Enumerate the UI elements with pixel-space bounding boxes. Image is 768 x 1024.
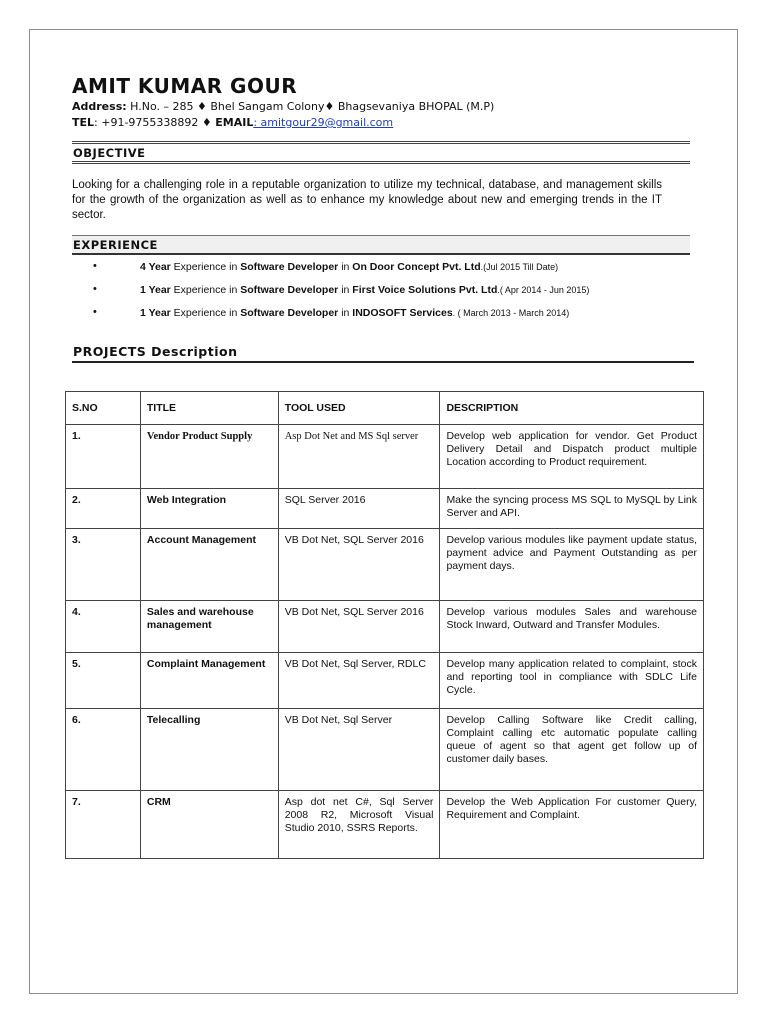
description-cell: Make the syncing process MS SQL to MySQL by Link Server and API. <box>440 489 704 529</box>
exp-years: 1 Year <box>140 307 171 319</box>
tool-cell: VB Dot Net, Sql Server <box>278 709 440 791</box>
exp-company: On Door Concept Pvt. Ltd <box>352 261 481 273</box>
candidate-name: AMIT KUMAR GOUR <box>72 74 298 98</box>
list-item <box>90 283 690 306</box>
exp-role: Software Developer <box>240 261 339 273</box>
table-row <box>66 653 704 709</box>
tool-cell: SQL Server 2016 <box>278 489 440 529</box>
exp-text: Experience in <box>170 307 241 319</box>
tool-cell: VB Dot Net, SQL Server 2016 <box>278 601 440 653</box>
table-row <box>66 529 704 601</box>
table-row <box>66 709 704 791</box>
address-value: H.No. – 285 ♦ Bhel Sangam Colony♦ Bhagsevaniya BHOPAL (M.P) <box>126 100 495 113</box>
exp-text: in <box>338 261 353 273</box>
title-cell: CRM <box>140 791 278 859</box>
bullet: • <box>93 260 97 272</box>
email-link[interactable]: : amitgour29@gmail.com <box>253 116 394 129</box>
description-cell: Develop Calling Software like Credit calling, Complaint calling etc automatic populate calling queue of agent so that agent get follow up of customer daily bases. <box>440 709 704 791</box>
exp-text: Experience in <box>170 261 241 273</box>
contact-line <box>72 116 393 129</box>
description-cell: Develop many application related to complaint, stock and reporting tool in compliance with SDLC Life Cycle. <box>440 653 704 709</box>
exp-company: First Voice Solutions Pvt. Ltd <box>352 284 498 296</box>
objective-text: Looking for a challenging role in a reputable organization to utilize my technical, database, and management skills for the growth of the organization as well as to enhance my knowledge about new and emerging trends in the IT sector. <box>72 179 662 221</box>
projects-table <box>65 391 704 859</box>
sno-cell: 4. <box>66 601 141 653</box>
list-item <box>90 306 690 329</box>
sno-cell: 3. <box>66 529 141 601</box>
title-cell: Telecalling <box>140 709 278 791</box>
exp-period: .(Jul 2015 Till Date) <box>480 262 559 272</box>
description-cell: Develop various modules Sales and warehouse Stock Inward, Outward and Transfer Modules. <box>440 601 704 653</box>
sno-cell: 1. <box>66 425 141 489</box>
title-cell: Account Management <box>140 529 278 601</box>
sno-cell: 6. <box>66 709 141 791</box>
tool-cell: Asp Dot Net and MS Sql server <box>278 425 440 489</box>
description-cell: Develop the Web Application For customer Query, Requirement and Complaint. <box>440 791 704 859</box>
table-row <box>66 425 704 489</box>
exp-text: in <box>338 284 353 296</box>
tel-label: TEL <box>72 116 95 129</box>
title-cell: Complaint Management <box>140 653 278 709</box>
tel-value: : +91-9755338892 ♦ <box>94 116 216 129</box>
column-header: TOOL USED <box>278 392 440 425</box>
exp-role: Software Developer <box>240 284 339 296</box>
table-row <box>66 791 704 859</box>
objective-heading: OBJECTIVE <box>72 141 690 164</box>
tool-cell: VB Dot Net, SQL Server 2016 <box>278 529 440 601</box>
sno-cell: 2. <box>66 489 141 529</box>
tool-cell: VB Dot Net, Sql Server, RDLC <box>278 653 440 709</box>
table-header-row <box>66 392 704 425</box>
exp-text: in <box>338 307 353 319</box>
sno-cell: 7. <box>66 791 141 859</box>
email-label: EMAIL <box>215 116 254 129</box>
exp-period: .( Apr 2014 - Jun 2015) <box>497 285 590 295</box>
bullet: • <box>93 283 97 295</box>
address-label: Address: <box>72 100 127 113</box>
list-item <box>90 260 690 283</box>
sno-cell: 5. <box>66 653 141 709</box>
description-cell: Develop web application for vendor. Get Product Delivery Detail and Dispatch product multiple Location according to Product requirement. <box>440 425 704 489</box>
experience-list <box>90 260 690 329</box>
experience-heading: EXPERIENCE <box>72 235 690 255</box>
column-header: S.NO <box>66 392 141 425</box>
exp-years: 4 Year <box>140 261 171 273</box>
title-cell: Web Integration <box>140 489 278 529</box>
title-cell: Sales and warehouse management <box>140 601 278 653</box>
exp-text: Experience in <box>170 284 241 296</box>
bullet: • <box>93 306 97 318</box>
title-cell: Vendor Product Supply <box>140 425 278 489</box>
exp-company: INDOSOFT Services <box>352 307 453 319</box>
table-row <box>66 601 704 653</box>
exp-role: Software Developer <box>240 307 339 319</box>
tool-cell: Asp dot net C#, Sql Server 2008 R2, Microsoft Visual Studio 2010, SSRS Reports. <box>278 791 440 859</box>
table-row <box>66 489 704 529</box>
exp-years: 1 Year <box>140 284 171 296</box>
column-header: TITLE <box>140 392 278 425</box>
projects-heading: PROJECTS Description <box>72 343 694 363</box>
exp-period: . ( March 2013 - March 2014) <box>452 308 570 318</box>
description-cell: Develop various modules like payment update status, payment advice and Payment Outstanding as per payment days. <box>440 529 704 601</box>
column-header: DESCRIPTION <box>440 392 704 425</box>
address-line <box>72 100 494 113</box>
